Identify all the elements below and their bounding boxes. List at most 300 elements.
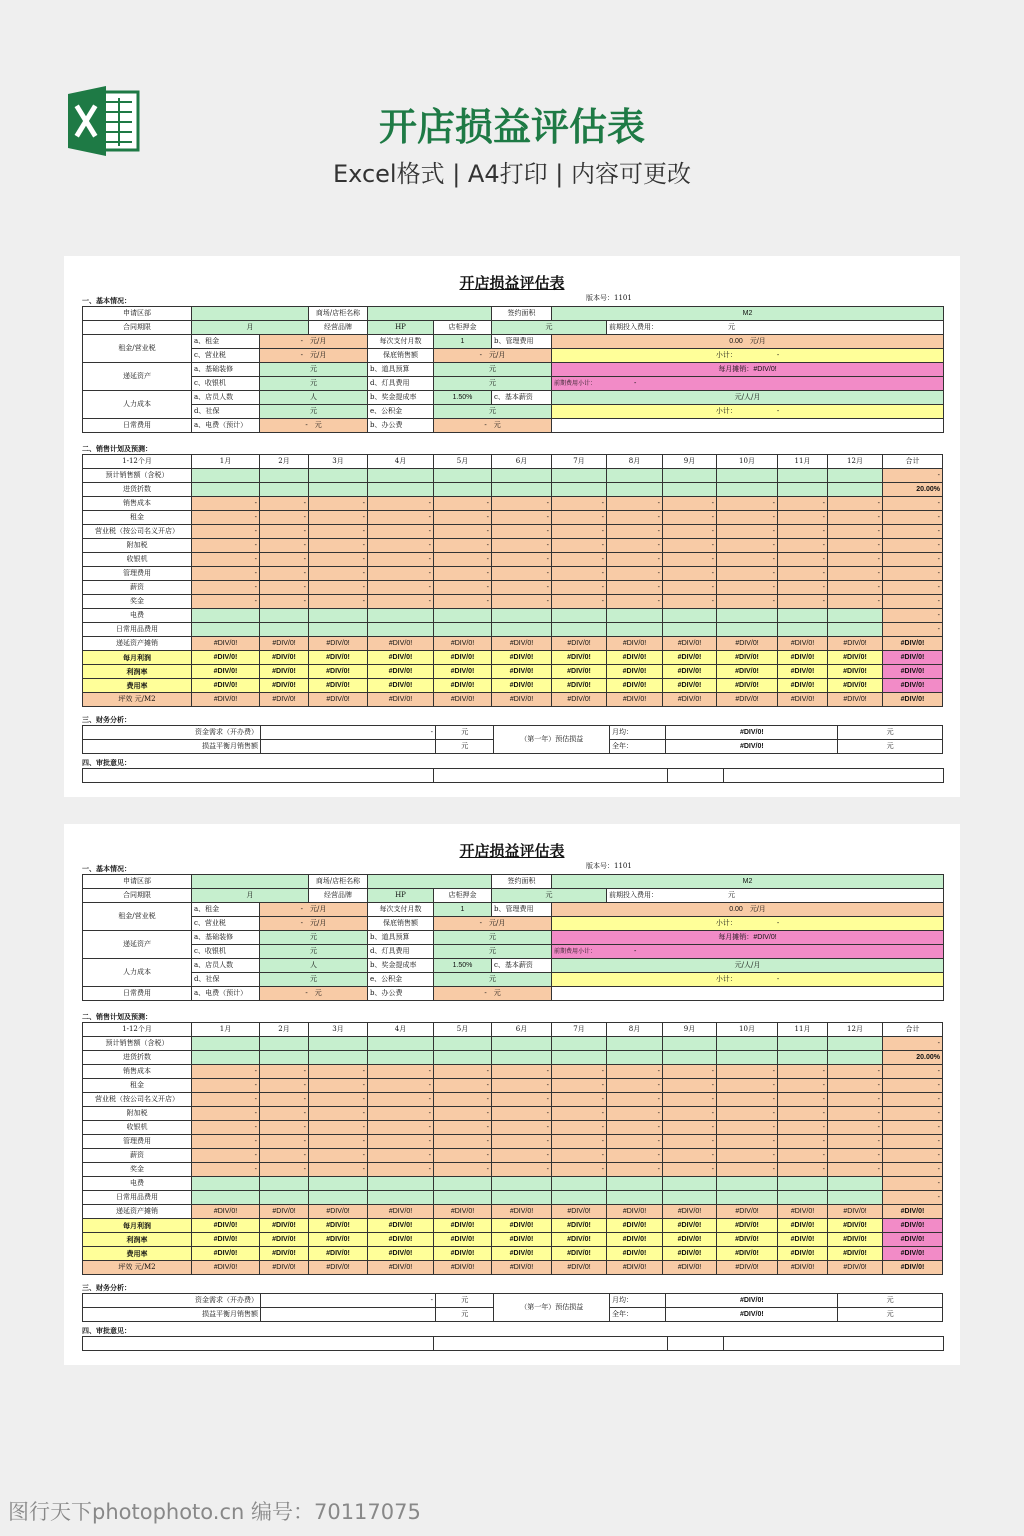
month-cell: -	[552, 1135, 607, 1149]
approval-cell[interactable]	[724, 1337, 944, 1351]
table-row	[83, 1051, 943, 1065]
month-cell: -	[492, 1149, 552, 1163]
min-sales-input[interactable]: - 元/月	[434, 917, 552, 931]
row-label: 管理费用	[83, 567, 192, 581]
row-label: 日常用品费用	[83, 623, 192, 637]
month-cell[interactable]	[309, 1177, 368, 1191]
month-cell: #DIV/0!	[607, 651, 663, 665]
decor-input[interactable]: 元	[260, 931, 368, 945]
month-cell[interactable]	[663, 483, 717, 497]
month-cell[interactable]	[192, 1037, 260, 1051]
month-cell: -	[828, 581, 883, 595]
total-cell: -	[883, 497, 943, 511]
table-row	[83, 497, 943, 511]
approval-cell[interactable]	[668, 1337, 724, 1351]
approval-cell[interactable]	[83, 1337, 434, 1351]
base-salary-input[interactable]: 元/人/月	[552, 959, 944, 973]
rent-input[interactable]: - 元/月	[260, 335, 368, 349]
month-cell[interactable]	[717, 1037, 778, 1051]
month-cell: #DIV/0!	[778, 1233, 828, 1247]
month-cell: -	[663, 581, 717, 595]
month-cell: #DIV/0!	[717, 679, 778, 693]
table-row	[83, 973, 944, 987]
min-sales-input[interactable]: - 元/月	[434, 349, 552, 363]
month-cell[interactable]	[663, 469, 717, 483]
month-cell: -	[192, 553, 260, 567]
month-cell: -	[778, 497, 828, 511]
month-cell[interactable]	[260, 469, 309, 483]
month-cell: -	[607, 553, 663, 567]
staff-input[interactable]: 人	[260, 391, 368, 405]
total-cell: -	[883, 567, 943, 581]
row-label: 利润率	[83, 665, 192, 679]
total-cell: -	[883, 525, 943, 539]
base-salary-label: c、基本薪资	[492, 959, 552, 973]
month-cell[interactable]	[552, 1191, 607, 1205]
month-cell: -	[828, 1163, 883, 1177]
month-cell: -	[309, 1107, 368, 1121]
month-cell[interactable]	[607, 1051, 663, 1065]
table-row	[83, 1247, 943, 1261]
month-cell: #DIV/0!	[717, 637, 778, 651]
prev-invest-label: 前期投入费用：	[609, 323, 658, 331]
bonus-rate-input[interactable]: 1.50%	[434, 959, 492, 973]
month-cell[interactable]	[260, 1177, 309, 1191]
row-label: 利润率	[83, 1233, 192, 1247]
month-cell[interactable]	[368, 483, 434, 497]
row-label: 营业税（按公司名义开店）	[83, 1093, 192, 1107]
approval-table	[82, 1336, 944, 1351]
column-header: 4月	[368, 455, 434, 469]
month-cell: -	[717, 1093, 778, 1107]
empty-cell	[552, 987, 944, 1001]
column-header: 1-12个月	[83, 1023, 192, 1037]
month-cell: -	[192, 497, 260, 511]
month-cell: #DIV/0!	[368, 1205, 434, 1219]
month-cell: -	[434, 1079, 492, 1093]
decor-input[interactable]: 元	[260, 363, 368, 377]
approval-cell[interactable]	[668, 769, 724, 783]
month-cell[interactable]	[607, 1037, 663, 1051]
section-approval: 四、审批意见：	[82, 758, 131, 767]
pay-months-input[interactable]: 1	[434, 335, 492, 349]
month-cell[interactable]	[828, 1177, 883, 1191]
office-input[interactable]: - 元	[434, 419, 552, 433]
month-cell: -	[607, 567, 663, 581]
month-cell: -	[663, 1149, 717, 1163]
month-cell: #DIV/0!	[434, 1247, 492, 1261]
month-cell: #DIV/0!	[368, 637, 434, 651]
month-cell[interactable]	[492, 1191, 552, 1205]
contract-input[interactable]	[192, 889, 309, 903]
approval-cell[interactable]	[434, 1337, 668, 1351]
month-cell[interactable]	[717, 1051, 778, 1065]
month-cell: #DIV/0!	[552, 665, 607, 679]
row-label: 奖金	[83, 595, 192, 609]
table-row	[83, 363, 944, 377]
column-header: 12月	[828, 1023, 883, 1037]
month-cell: #DIV/0!	[552, 637, 607, 651]
month-cell[interactable]	[434, 623, 492, 637]
month-cell[interactable]	[607, 1177, 663, 1191]
month-cell[interactable]	[192, 483, 260, 497]
month-cell: -	[260, 1163, 309, 1177]
month-cell[interactable]	[434, 469, 492, 483]
approval-cell[interactable]	[434, 769, 668, 783]
column-header: 3月	[309, 455, 368, 469]
bonus-rate-input[interactable]: 1.50%	[434, 391, 492, 405]
brand-input[interactable]: HP	[368, 321, 434, 335]
month-cell[interactable]	[368, 1177, 434, 1191]
month-cell: #DIV/0!	[717, 651, 778, 665]
monthly-amort: 每月摊销：#DIV/0!	[552, 931, 944, 945]
deferred-group-label: 递延资产	[83, 363, 192, 391]
row-label: 费用率	[83, 1247, 192, 1261]
month-cell[interactable]	[434, 483, 492, 497]
month-cell[interactable]	[309, 1191, 368, 1205]
month-cell[interactable]	[434, 1177, 492, 1191]
month-cell: -	[663, 595, 717, 609]
month-cell[interactable]	[717, 469, 778, 483]
month-cell: -	[192, 595, 260, 609]
month-cell[interactable]	[192, 609, 260, 623]
yuan-unit: 元	[838, 726, 943, 740]
month-cell[interactable]	[192, 1191, 260, 1205]
props-input[interactable]: 元	[434, 363, 552, 377]
month-cell: -	[309, 1065, 368, 1079]
month-cell: #DIV/0!	[828, 1219, 883, 1233]
month-cell: -	[309, 567, 368, 581]
table-row	[83, 679, 943, 693]
column-header: 5月	[434, 455, 492, 469]
month-cell: -	[434, 553, 492, 567]
month-cell: -	[368, 553, 434, 567]
month-cell: #DIV/0!	[552, 1247, 607, 1261]
month-cell: -	[309, 539, 368, 553]
month-cell: #DIV/0!	[663, 1233, 717, 1247]
table-row	[83, 567, 943, 581]
month-cell[interactable]	[492, 1177, 552, 1191]
month-cell[interactable]	[492, 609, 552, 623]
month-cell: -	[778, 1107, 828, 1121]
month-cell[interactable]	[368, 469, 434, 483]
month-cell: #DIV/0!	[778, 1261, 828, 1275]
month-cell[interactable]	[309, 1051, 368, 1065]
base-salary-input[interactable]: 元/人/月	[552, 391, 944, 405]
props-label: b、道具预算	[368, 363, 434, 377]
month-cell[interactable]	[260, 609, 309, 623]
contract-input[interactable]	[192, 321, 309, 335]
month-cell: -	[309, 1093, 368, 1107]
month-cell[interactable]	[192, 1051, 260, 1065]
month-cell: -	[607, 539, 663, 553]
month-cell[interactable]	[552, 1177, 607, 1191]
month-cell[interactable]	[434, 609, 492, 623]
lights-input[interactable]: 元	[434, 945, 552, 959]
table-row	[83, 483, 943, 497]
apply-dept-input[interactable]	[192, 307, 309, 321]
hr-subtotal: 小计： -	[552, 973, 944, 987]
month-cell[interactable]	[492, 483, 552, 497]
month-cell: #DIV/0!	[778, 651, 828, 665]
yuan-unit: 元	[436, 1294, 494, 1308]
props-input[interactable]: 元	[434, 931, 552, 945]
total-cell: -	[883, 1121, 943, 1135]
month-cell[interactable]	[828, 1191, 883, 1205]
month-cell: #DIV/0!	[778, 1219, 828, 1233]
total-cell: #DIV/0!	[883, 651, 943, 665]
month-cell[interactable]	[607, 483, 663, 497]
pay-months-input[interactable]: 1	[434, 903, 492, 917]
month-cell: -	[368, 581, 434, 595]
month-cell: -	[260, 553, 309, 567]
power-input[interactable]: - 元	[260, 419, 368, 433]
month-cell: -	[778, 511, 828, 525]
month-cell[interactable]	[492, 469, 552, 483]
mgmt-label: b、管理费用	[492, 335, 552, 349]
month-cell[interactable]	[260, 1051, 309, 1065]
rent-input[interactable]: - 元/月	[260, 903, 368, 917]
month-cell[interactable]	[368, 623, 434, 637]
row-label: 递延资产摊销	[83, 637, 192, 651]
month-cell[interactable]	[260, 623, 309, 637]
funding-need-value: -	[261, 1294, 436, 1308]
month-cell[interactable]	[434, 1037, 492, 1051]
month-cell[interactable]	[663, 1177, 717, 1191]
month-cell: #DIV/0!	[828, 1261, 883, 1275]
total-cell: -	[883, 1037, 943, 1051]
table-row	[83, 1219, 943, 1233]
month-cell[interactable]	[717, 1177, 778, 1191]
month-cell: #DIV/0!	[368, 679, 434, 693]
yuan-unit: 元	[436, 1308, 494, 1322]
month-cell[interactable]	[492, 1051, 552, 1065]
row-label: 薪资	[83, 1149, 192, 1163]
month-cell: -	[260, 1121, 309, 1135]
cashier-input[interactable]: 元	[260, 945, 368, 959]
month-cell: -	[492, 1121, 552, 1135]
month-cell[interactable]	[492, 1037, 552, 1051]
brand-input[interactable]: HP	[368, 889, 434, 903]
yuan-unit: 元	[436, 740, 494, 754]
month-cell[interactable]	[663, 1191, 717, 1205]
office-label: b、办公费	[368, 987, 434, 1001]
month-cell[interactable]	[778, 1177, 828, 1191]
month-cell[interactable]	[368, 1191, 434, 1205]
mgmt-input[interactable]: 0.00 元/月	[552, 335, 944, 349]
prev-subtotal: 前期费用小计： -	[552, 377, 944, 391]
social-input[interactable]: 元	[260, 405, 368, 419]
column-header: 1月	[192, 455, 260, 469]
table-row	[83, 469, 943, 483]
table-row	[83, 1107, 943, 1121]
month-cell[interactable]	[717, 609, 778, 623]
area-unit: M2	[742, 310, 753, 317]
apply-dept-input[interactable]	[192, 875, 309, 889]
month-cell[interactable]	[607, 623, 663, 637]
month-cell: #DIV/0!	[492, 1233, 552, 1247]
month-cell: #DIV/0!	[663, 1219, 717, 1233]
month-cell[interactable]	[309, 1037, 368, 1051]
deposit-input[interactable]	[492, 321, 607, 335]
month-cell[interactable]	[607, 1191, 663, 1205]
month-cell[interactable]	[778, 483, 828, 497]
column-header: 5月	[434, 1023, 492, 1037]
month-cell[interactable]	[828, 1037, 883, 1051]
month-cell[interactable]	[663, 609, 717, 623]
table-row	[83, 1121, 943, 1135]
month-cell[interactable]	[717, 483, 778, 497]
month-cell: #DIV/0!	[309, 651, 368, 665]
month-cell[interactable]	[828, 609, 883, 623]
column-header: 7月	[552, 455, 607, 469]
social-input[interactable]: 元	[260, 973, 368, 987]
deposit-input[interactable]	[492, 889, 607, 903]
month-cell: -	[663, 539, 717, 553]
month-cell[interactable]	[607, 609, 663, 623]
month-cell[interactable]	[663, 623, 717, 637]
column-header: 11月	[778, 1023, 828, 1037]
column-header: 6月	[492, 1023, 552, 1037]
month-cell[interactable]	[260, 1191, 309, 1205]
month-cell: -	[778, 1065, 828, 1079]
apply-dept-label: 申请区部	[83, 875, 192, 889]
month-cell: -	[492, 525, 552, 539]
month-cell[interactable]	[552, 1037, 607, 1051]
month-cell[interactable]	[828, 1051, 883, 1065]
mall-input[interactable]	[368, 307, 492, 321]
yuan-unit: 元	[728, 323, 735, 331]
month-cell[interactable]	[663, 1051, 717, 1065]
month-cell[interactable]	[828, 483, 883, 497]
first-year-label: （第一年）预估损益	[494, 726, 610, 754]
yuan-unit: 元	[545, 891, 553, 899]
column-header: 3月	[309, 1023, 368, 1037]
month-cell[interactable]	[663, 1037, 717, 1051]
month-cell: -	[492, 1107, 552, 1121]
yuan-unit: 元	[728, 891, 735, 899]
total-cell: -	[883, 1093, 943, 1107]
area-input[interactable]	[552, 307, 944, 321]
sheet-title: 开店损益评估表	[459, 274, 565, 292]
month-cell[interactable]	[778, 1051, 828, 1065]
fund-input[interactable]: 元	[434, 973, 552, 987]
month-cell[interactable]	[828, 469, 883, 483]
approval-cell[interactable]	[724, 769, 944, 783]
table-row	[83, 1079, 943, 1093]
month-cell[interactable]	[552, 609, 607, 623]
month-cell[interactable]	[778, 1191, 828, 1205]
month-cell[interactable]	[552, 623, 607, 637]
month-cell[interactable]	[552, 483, 607, 497]
month-cell: -	[778, 1121, 828, 1135]
month-cell: -	[717, 553, 778, 567]
month-cell[interactable]	[778, 623, 828, 637]
month-cell[interactable]	[607, 469, 663, 483]
month-cell[interactable]	[778, 1037, 828, 1051]
month-cell: #DIV/0!	[663, 1247, 717, 1261]
office-label: b、办公费	[368, 419, 434, 433]
area-input[interactable]	[552, 875, 944, 889]
month-cell: -	[828, 1093, 883, 1107]
month-cell[interactable]	[492, 623, 552, 637]
row-label: 租金	[83, 511, 192, 525]
cashier-input[interactable]: 元	[260, 377, 368, 391]
month-cell: #DIV/0!	[492, 665, 552, 679]
month-cell[interactable]	[368, 609, 434, 623]
month-cell[interactable]	[309, 609, 368, 623]
month-cell[interactable]	[778, 469, 828, 483]
finance-table	[82, 1293, 943, 1322]
mgmt-input[interactable]: 0.00 元/月	[552, 903, 944, 917]
approval-cell[interactable]	[83, 769, 434, 783]
month-cell[interactable]	[552, 1051, 607, 1065]
month-cell[interactable]	[434, 1191, 492, 1205]
funding-need-label: 资金需求（开办费）	[83, 1294, 261, 1308]
month-cell: -	[552, 525, 607, 539]
column-header: 合计	[883, 455, 943, 469]
staff-input[interactable]: 人	[260, 959, 368, 973]
staff-label: a、店员人数	[192, 959, 260, 973]
row-label: 递延资产摊销	[83, 1205, 192, 1219]
fund-input[interactable]: 元	[434, 405, 552, 419]
hr-subtotal: 小计： -	[552, 405, 944, 419]
month-cell[interactable]	[192, 623, 260, 637]
month-cell: -	[192, 581, 260, 595]
month-cell[interactable]	[434, 1051, 492, 1065]
month-cell[interactable]	[778, 609, 828, 623]
month-cell: -	[260, 567, 309, 581]
month-cell: #DIV/0!	[717, 1219, 778, 1233]
month-cell[interactable]	[717, 623, 778, 637]
total-cell: -	[883, 1079, 943, 1093]
row-label: 日常用品费用	[83, 1191, 192, 1205]
month-cell[interactable]	[309, 469, 368, 483]
mall-input[interactable]	[368, 875, 492, 889]
power-input[interactable]: - 元	[260, 987, 368, 1001]
lights-input[interactable]: 元	[434, 377, 552, 391]
column-header: 2月	[260, 455, 309, 469]
month-cell[interactable]	[192, 1177, 260, 1191]
month-cell: -	[260, 1135, 309, 1149]
month-cell[interactable]	[192, 469, 260, 483]
month-cell: -	[309, 1149, 368, 1163]
month-cell[interactable]	[368, 1051, 434, 1065]
remark-cell	[607, 889, 944, 903]
month-cell[interactable]	[260, 483, 309, 497]
month-cell[interactable]	[309, 483, 368, 497]
month-cell: -	[309, 1079, 368, 1093]
month-cell[interactable]	[552, 469, 607, 483]
month-cell[interactable]	[717, 1191, 778, 1205]
month-cell: #DIV/0!	[492, 1219, 552, 1233]
monthly-value: #DIV/0!	[666, 1294, 838, 1308]
month-cell[interactable]	[828, 623, 883, 637]
month-cell[interactable]	[368, 1037, 434, 1051]
month-cell: #DIV/0!	[434, 1261, 492, 1275]
month-cell[interactable]	[309, 623, 368, 637]
month-cell: -	[828, 1079, 883, 1093]
table-row	[83, 917, 944, 931]
month-cell: #DIV/0!	[434, 1233, 492, 1247]
month-cell[interactable]	[260, 1037, 309, 1051]
deferred-group-label: 递延资产	[83, 931, 192, 959]
office-input[interactable]: - 元	[434, 987, 552, 1001]
tax-label: c、营业税	[192, 917, 260, 931]
hr-group-label: 人力成本	[83, 959, 192, 987]
month-cell: -	[434, 581, 492, 595]
area-label: 签约面积	[492, 307, 552, 321]
